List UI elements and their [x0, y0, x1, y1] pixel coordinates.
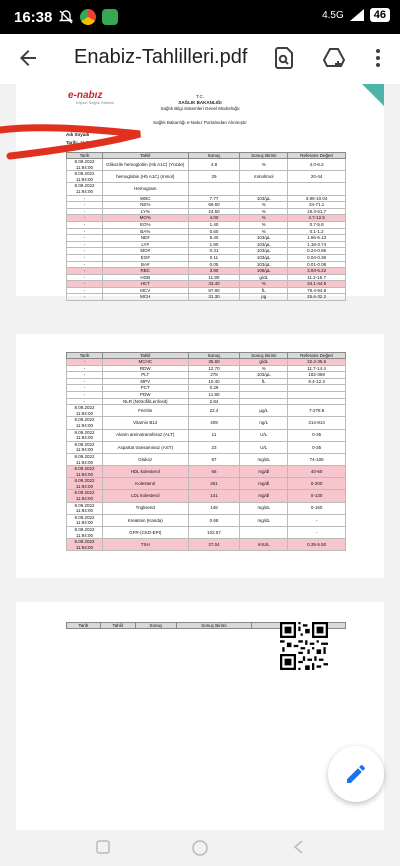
table-cell: 87: [188, 453, 240, 465]
table-row: [67, 281, 346, 288]
table-cell: 278: [188, 372, 240, 379]
table-cell: NE#: [102, 235, 188, 242]
table-row: [67, 221, 346, 228]
table-cell: MCHC: [102, 359, 188, 366]
signal-icon: [350, 9, 364, 21]
table-cell: Glukoz: [102, 453, 188, 465]
table-cell: 0.35-5.50: [288, 539, 346, 551]
table-cell: 40-60: [288, 466, 346, 478]
table-cell: -: [67, 365, 103, 372]
table-cell: -: [288, 514, 346, 526]
table-row: [67, 466, 346, 478]
table-row: [67, 228, 346, 235]
chrome-icon: [80, 9, 96, 25]
logo-subtitle: Kişisel Sağlık Sistemi: [76, 100, 115, 105]
table-cell: -: [67, 254, 103, 261]
table-cell: 8.09.2022 11:94:00: [67, 429, 103, 441]
table-cell: 4.0-6.2: [288, 159, 346, 171]
table-cell: 25.6-32.2: [288, 294, 346, 301]
table-cell: hemoglobin (Hb A1C) (mmol): [102, 171, 188, 183]
table-cell: [240, 391, 288, 398]
table-cell: 35.60: [188, 359, 240, 366]
notification-muted-icon: [58, 9, 74, 25]
table-cell: EO#: [102, 254, 188, 261]
table-cell: 34.1-44.9: [288, 281, 346, 288]
pdf-page-2: [16, 334, 384, 578]
table-cell: -: [67, 261, 103, 268]
table-cell: 8.09.2022 11:94:00: [67, 478, 103, 490]
table-cell: NE%: [102, 202, 188, 209]
table-cell: 0-35: [288, 429, 346, 441]
table-cell: -: [67, 274, 103, 281]
column-header: Tahlil: [102, 353, 188, 359]
header-line-4: Sağlık Bakanlığı e-Nabız Portalından Alınmıştır: [153, 120, 247, 125]
table-cell: [288, 391, 346, 398]
table-cell: -: [67, 391, 103, 398]
table-cell: 3.93-5.22: [288, 268, 346, 275]
app-bar: [0, 34, 400, 84]
status-bar: [0, 0, 400, 34]
date-value: 11.09.: [80, 140, 93, 145]
table-row: [67, 202, 346, 209]
table-cell: WBC: [102, 195, 188, 202]
table-cell: Ferritin: [102, 405, 188, 417]
table-cell: g/dL: [240, 359, 288, 366]
table-cell: 31.30: [188, 294, 240, 301]
table-cell: 87.90: [188, 287, 240, 294]
table-row: [67, 241, 346, 248]
table-cell: 103/µL: [240, 372, 288, 379]
table-cell: U/L: [240, 441, 288, 453]
table-cell: 9.4-12.3: [288, 378, 346, 385]
column-header: Tarih: [67, 153, 103, 159]
table-cell: RDW: [102, 365, 188, 372]
header-line-2: SAĞLIK BAKANLIĞI: [178, 100, 222, 105]
table-cell: 10.40: [188, 378, 240, 385]
table-cell: 106/µL: [240, 268, 288, 275]
table-cell: g/dL: [240, 274, 288, 281]
table-cell: ng/L: [240, 417, 288, 429]
table-cell: PLT: [102, 372, 188, 379]
table-cell: 103/µL: [240, 195, 288, 202]
table-cell: [188, 183, 240, 195]
table-cell: 0.31: [188, 248, 240, 255]
header-line-3: Sağlık Bilgi Sistemleri Genel Müdürlüğü: [160, 106, 240, 111]
table-cell: 8.09.2022 11:94:00: [67, 527, 103, 539]
table-cell: 103/µL: [240, 235, 288, 242]
table-cell: 79.4-94.8: [288, 287, 346, 294]
table-cell: [240, 385, 288, 392]
table-cell: Aspartat transaminaz (AST): [102, 441, 188, 453]
table-cell: 66: [188, 466, 240, 478]
pdf-page-3: [16, 602, 384, 866]
table-cell: mg/dl: [240, 478, 288, 490]
table-cell: mg/dl: [240, 490, 288, 502]
table-cell: 0.68: [188, 514, 240, 526]
table-cell: 23: [188, 441, 240, 453]
table-cell: 7.77: [188, 195, 240, 202]
table-row: [67, 215, 346, 222]
table-cell: LDL kolesterol: [102, 490, 188, 502]
table-body-2: [67, 359, 346, 551]
table-cell: -: [288, 527, 346, 539]
table-cell: pg: [240, 294, 288, 301]
table-cell: -: [67, 241, 103, 248]
table-cell: 1.90: [188, 241, 240, 248]
table-row: [67, 294, 346, 301]
table-cell: NLR (Nötrofil/Lenfosit): [102, 398, 188, 405]
table-cell: 8.09.2022 11:94:00: [67, 405, 103, 417]
table-cell: 103/µL: [240, 261, 288, 268]
date-label: Tarih:: [66, 140, 79, 145]
table-cell: 11.2-15.7: [288, 274, 346, 281]
table-row: [67, 359, 346, 366]
table-cell: TSH: [102, 539, 188, 551]
table-cell: 409: [188, 417, 240, 429]
table-cell: Hemogram: [102, 183, 188, 195]
table-cell: -: [67, 195, 103, 202]
table-cell: Kolesterol: [102, 478, 188, 490]
column-header: Sonuç: [135, 623, 177, 629]
table-cell: GFR-(CKD-EPI): [102, 527, 188, 539]
table-cell: [240, 527, 288, 539]
table-cell: %: [240, 208, 288, 215]
table-cell: 29: [188, 171, 240, 183]
table-cell: 0.60: [188, 228, 240, 235]
table-row: [67, 527, 346, 539]
table-row: [67, 254, 346, 261]
table-cell: 0.29: [188, 385, 240, 392]
system-nav-bar: [0, 830, 400, 866]
table-cell: -: [67, 208, 103, 215]
table-row: [67, 478, 346, 490]
table-cell: mg/dl: [240, 466, 288, 478]
table-body-1: [67, 159, 346, 301]
table-cell: -: [67, 221, 103, 228]
table-cell: -: [67, 359, 103, 366]
corner-badge: [362, 84, 384, 106]
table-cell: 20-44: [288, 171, 346, 183]
column-header: Sonuç Birimi: [177, 623, 252, 629]
table-cell: 0.24-0.86: [288, 248, 346, 255]
table-cell: 8.09.2022 11:94:00: [67, 466, 103, 478]
table-cell: BA#: [102, 261, 188, 268]
table-cell: %: [240, 159, 288, 171]
table-cell: mmol/mol: [240, 171, 288, 183]
table-cell: 141: [188, 490, 240, 502]
table-row: [67, 208, 346, 215]
table-cell: 214-814: [288, 417, 346, 429]
table-cell: 12.70: [188, 365, 240, 372]
table-cell: -: [67, 378, 103, 385]
table-row: [67, 378, 346, 385]
table-cell: 4.8: [188, 159, 240, 171]
table-cell: 1.18-3.74: [288, 241, 346, 248]
back-nav-icon[interactable]: [292, 840, 306, 854]
table-cell: 5.40: [188, 235, 240, 242]
table-row: [67, 514, 346, 526]
column-header: Sonuç: [188, 353, 240, 359]
table-cell: PDW: [102, 391, 188, 398]
table-cell: 0-150: [288, 502, 346, 514]
table-row: [67, 365, 346, 372]
table-row: [67, 391, 346, 398]
table-row: [67, 417, 346, 429]
table-cell: 3.98-10.04: [288, 195, 346, 202]
table-cell: -: [67, 202, 103, 209]
table-cell: MPV: [102, 378, 188, 385]
table-row: [67, 490, 346, 502]
battery-icon: 46: [370, 8, 390, 22]
document-title: Enabiz-Tahlilleri.pdf: [74, 46, 248, 68]
enabiz-logo: e-nabız: [68, 90, 103, 101]
table-cell: 8.09.2022 11:94:00: [67, 441, 103, 453]
table-cell: 0-200: [288, 478, 346, 490]
table-row: [67, 171, 346, 183]
results-table-1: [66, 152, 346, 301]
table-cell: Alanin aminotransferaz (ALT): [102, 429, 188, 441]
table-cell: EO%: [102, 221, 188, 228]
results-table-2: [66, 352, 346, 551]
signal-label: 4.5G: [322, 9, 344, 21]
table-cell: 74-106: [288, 453, 346, 465]
table-cell: MO%: [102, 215, 188, 222]
table-cell: 0-35: [288, 441, 346, 453]
table-row: [67, 261, 346, 268]
column-header: Sonuç Birimi: [240, 353, 288, 359]
table-cell: RBC: [102, 268, 188, 275]
table-cell: 8.09.2022 11:94:00: [67, 159, 103, 171]
table-cell: 3.80: [188, 268, 240, 275]
edit-fab-button[interactable]: [328, 746, 384, 802]
status-time: 16:38: [14, 9, 53, 26]
table-cell: 33.40: [188, 281, 240, 288]
table-cell: 8.09.2022 11:94:00: [67, 183, 103, 195]
table-cell: 0.04-0.36: [288, 254, 346, 261]
column-header: Sonuç: [188, 153, 240, 159]
pdf-viewport[interactable]: [0, 84, 400, 866]
more-vert-icon[interactable]: [366, 46, 390, 70]
table-cell: 1.40: [188, 221, 240, 228]
column-header: Tarih: [67, 623, 101, 629]
table-cell: LY%: [102, 208, 188, 215]
table-cell: %: [240, 215, 288, 222]
table-row: [67, 385, 346, 392]
table-cell: MCH: [102, 294, 188, 301]
table-row: [67, 372, 346, 379]
table-cell: 11.90: [188, 274, 240, 281]
table-cell: HGB: [102, 274, 188, 281]
table-cell: 0.7-5.8: [288, 221, 346, 228]
table-cell: [240, 398, 288, 405]
table-cell: 0-130: [288, 490, 346, 502]
column-header: Referans Değeri: [288, 153, 346, 159]
column-header: Tahlil: [100, 623, 135, 629]
table-cell: 103/µL: [240, 254, 288, 261]
table-cell: MO#: [102, 248, 188, 255]
table-cell: 261: [188, 478, 240, 490]
table-cell: 0.11: [188, 254, 240, 261]
table-cell: -: [67, 294, 103, 301]
table-cell: 2.84: [188, 398, 240, 405]
table-cell: 103/µL: [240, 241, 288, 248]
pencil-icon: [344, 762, 368, 786]
table-row: [67, 183, 346, 195]
table-cell: 8.09.2022 11:94:00: [67, 502, 103, 514]
table-cell: 102.57: [188, 527, 240, 539]
table-cell: BA%: [102, 228, 188, 235]
table-cell: 8.09.2022 11:94:00: [67, 539, 103, 551]
table-cell: -: [67, 215, 103, 222]
table-row: [67, 268, 346, 275]
table-row: [67, 274, 346, 281]
table-cell: 34-71.1: [288, 202, 346, 209]
table-cell: LY#: [102, 241, 188, 248]
table-row: [67, 195, 346, 202]
table-cell: -: [67, 268, 103, 275]
table-cell: 11.7-14.4: [288, 365, 346, 372]
table-cell: 19.3-51.7: [288, 208, 346, 215]
table-cell: Vitamin B12: [102, 417, 188, 429]
table-cell: 69.50: [188, 202, 240, 209]
table-cell: mg/dL: [240, 453, 288, 465]
status-notification-icons: [58, 9, 118, 25]
table-cell: 8.09.2022 11:94:00: [67, 490, 103, 502]
qr-code-icon: [280, 622, 328, 670]
table-cell: 8.09.2022 11:94:00: [67, 514, 103, 526]
table-row: [67, 159, 346, 171]
table-cell: %: [240, 228, 288, 235]
column-header: Tahlil: [102, 153, 188, 159]
table-cell: HCT: [102, 281, 188, 288]
table-cell: -: [67, 372, 103, 379]
table-cell: [288, 398, 346, 405]
table-cell: mg/dL: [240, 514, 288, 526]
table-cell: 7-278.8: [288, 405, 346, 417]
table-cell: -: [67, 248, 103, 255]
home-icon[interactable]: [192, 840, 208, 856]
table-cell: %: [240, 281, 288, 288]
drive-add-icon[interactable]: [322, 46, 346, 70]
table-cell: 4.00: [188, 215, 240, 222]
table-cell: µg/L: [240, 405, 288, 417]
table-cell: 32.2-35.5: [288, 359, 346, 366]
table-cell: %: [240, 221, 288, 228]
table-row: [67, 287, 346, 294]
search-document-icon[interactable]: [272, 46, 296, 70]
table-cell: mIU/L: [240, 539, 288, 551]
table-cell: 0.1-1.2: [288, 228, 346, 235]
table-cell: %: [240, 202, 288, 209]
table-cell: 0.01-0.08: [288, 261, 346, 268]
table-cell: 182-369: [288, 372, 346, 379]
table-cell: [240, 183, 288, 195]
table-cell: -: [67, 281, 103, 288]
table-row: [67, 453, 346, 465]
table-cell: 37.04: [188, 539, 240, 551]
status-right: [322, 8, 390, 22]
table-cell: Kreatinin (Kanda): [102, 514, 188, 526]
table-cell: mg/dL: [240, 502, 288, 514]
table-cell: HDL kolesterol: [102, 466, 188, 478]
table-cell: [288, 385, 346, 392]
table-cell: 148: [188, 502, 240, 514]
column-header: Tarih: [67, 353, 103, 359]
header-line-1: T.C.: [195, 94, 204, 99]
table-row: [67, 429, 346, 441]
table-cell: U/L: [240, 429, 288, 441]
recents-icon[interactable]: [96, 840, 110, 854]
table-cell: [288, 183, 346, 195]
table-cell: fL: [240, 287, 288, 294]
table-cell: 11: [188, 429, 240, 441]
table-cell: 11.90: [188, 391, 240, 398]
back-arrow-icon[interactable]: [16, 46, 40, 70]
pdf-page-1: [16, 84, 384, 300]
table-cell: 22.4: [188, 405, 240, 417]
table-cell: -: [67, 398, 103, 405]
table-cell: 8.09.2022 11:94:00: [67, 417, 103, 429]
app-notification-icon: [102, 9, 118, 25]
table-cell: -: [67, 385, 103, 392]
table-row: [67, 539, 346, 551]
table-cell: 24.50: [188, 208, 240, 215]
table-cell: -: [67, 287, 103, 294]
table-cell: 4.7-12.5: [288, 215, 346, 222]
column-header: Referans Değeri: [288, 353, 346, 359]
table-cell: 1.56-6.13: [288, 235, 346, 242]
table-cell: Glikozile hemoglobin (Hb A1C) (Yüzde): [102, 159, 188, 171]
table-row: [67, 248, 346, 255]
table-row: [67, 235, 346, 242]
table-cell: %: [240, 365, 288, 372]
table-row: [67, 405, 346, 417]
table-cell: fL: [240, 378, 288, 385]
table-cell: MCV: [102, 287, 188, 294]
table-cell: 8.09.2022 11:94:00: [67, 453, 103, 465]
table-cell: Trigliserid: [102, 502, 188, 514]
table-cell: PCT: [102, 385, 188, 392]
table-cell: 0.05: [188, 261, 240, 268]
table-cell: -: [67, 228, 103, 235]
table-row: [67, 398, 346, 405]
table-cell: -: [67, 235, 103, 242]
table-cell: 103/µL: [240, 248, 288, 255]
table-row: [67, 502, 346, 514]
column-header: Sonuç Birimi: [240, 153, 288, 159]
table-cell: 8.09.2022 11:94:00: [67, 171, 103, 183]
name-label: Adı Soyadı: [66, 132, 90, 137]
table-row: [67, 441, 346, 453]
